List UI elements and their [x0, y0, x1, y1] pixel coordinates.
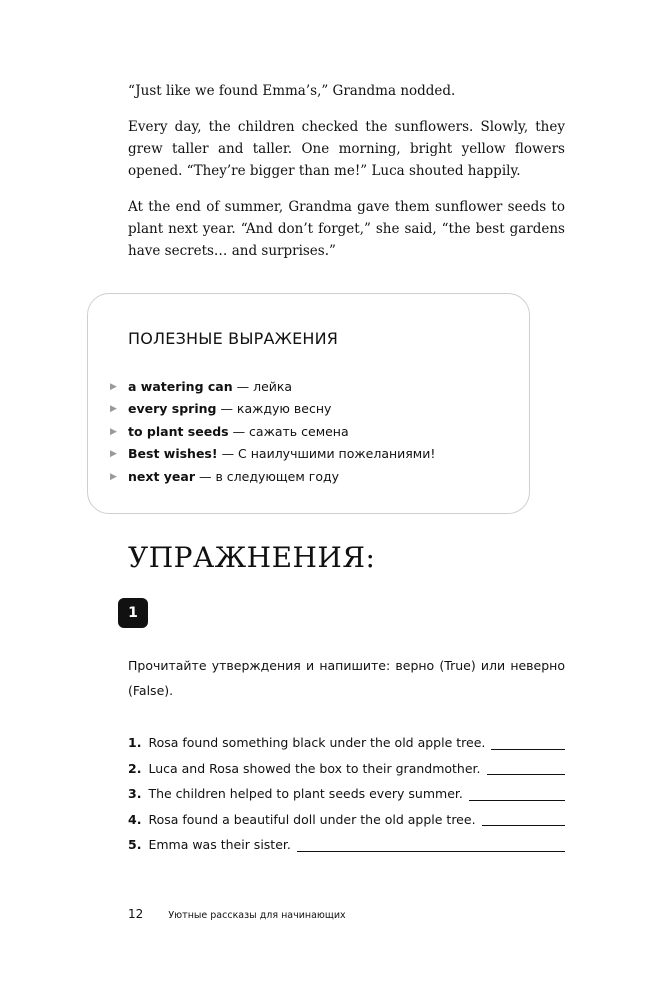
question-item [128, 832, 565, 858]
phrase-term: to plant seeds [128, 423, 229, 439]
question-list [128, 730, 565, 858]
answer-blank[interactable] [487, 760, 565, 775]
phrase-term: every spring [128, 401, 217, 417]
phrase-translation: — в следующем году [198, 468, 340, 484]
phrase-term: next year [128, 468, 195, 484]
triangle-bullet-icon: ▶ [110, 471, 117, 482]
triangle-bullet-icon: ▶ [110, 426, 117, 437]
answer-blank[interactable] [491, 735, 565, 750]
phrase-item [110, 398, 435, 420]
phrase-item [110, 421, 435, 443]
phrase-term: a watering can [128, 379, 233, 394]
question-number: 4. [128, 811, 142, 827]
story-text [128, 80, 565, 276]
phrase-translation: — С наилучшими пожеланиями! [221, 446, 436, 462]
page-footer [128, 903, 346, 922]
question-item [128, 807, 565, 833]
story-paragraph: At the end of summer, Grandma gave them sunflower seeds to plant next year. “And don’t forget,” she said, “the best gardens have secrets… and surprises.” [128, 199, 565, 259]
triangle-bullet-icon: ▶ [110, 404, 117, 415]
question-number: 3. [128, 786, 142, 801]
answer-blank[interactable] [482, 811, 565, 826]
phrase-item [110, 376, 435, 398]
question-number: 5. [128, 837, 142, 852]
question-text: Luca and Rosa showed the box to their grandmother. [148, 760, 481, 776]
phrase-item [110, 466, 435, 488]
exercises-heading: УПРАЖНЕНИЯ: [128, 541, 376, 574]
phrase-list [110, 376, 435, 488]
phrase-translation: — сажать семена [232, 423, 349, 439]
question-item [128, 756, 565, 782]
phrase-item [110, 443, 435, 465]
question-text: Emma was their sister. [148, 837, 291, 852]
book-title: Уютные рассказы для начинающих [168, 910, 346, 921]
answer-blank[interactable] [469, 786, 565, 801]
question-number: 2. [128, 760, 142, 776]
phrase-translation: — лейка [236, 379, 293, 394]
question-text: Rosa found a beautiful doll under the old apple tree. [148, 811, 476, 827]
question-item [128, 781, 565, 807]
useful-phrases-box [87, 293, 530, 514]
triangle-bullet-icon: ▶ [110, 449, 117, 460]
story-paragraph: “Just like we found Emma’s,” Grandma nodded. [128, 83, 456, 99]
question-item [128, 730, 565, 756]
useful-phrases-title: ПОЛЕЗНЫЕ ВЫРАЖЕНИЯ [128, 329, 339, 348]
exercise-instruction: Прочитайте утверждения и напишите: верно (True) или неверно (False). [128, 658, 565, 698]
phrase-translation: — каждую весну [220, 401, 332, 417]
phrase-term: Best wishes! [128, 446, 218, 462]
exercise-number-badge: 1 [118, 598, 148, 628]
answer-blank[interactable] [297, 837, 565, 852]
page-number: 12 [128, 907, 144, 921]
question-text: Rosa found something black under the old apple tree. [148, 735, 486, 750]
question-number: 1. [128, 735, 142, 750]
triangle-bullet-icon: ▶ [110, 382, 117, 392]
story-paragraph: Every day, the children checked the sunflowers. Slowly, they grew taller and taller. One morning, bright yellow flowers opened. “They’re bigger than me!” Luca shouted happily. [128, 119, 565, 179]
question-text: The children helped to plant seeds every summer. [148, 786, 463, 801]
